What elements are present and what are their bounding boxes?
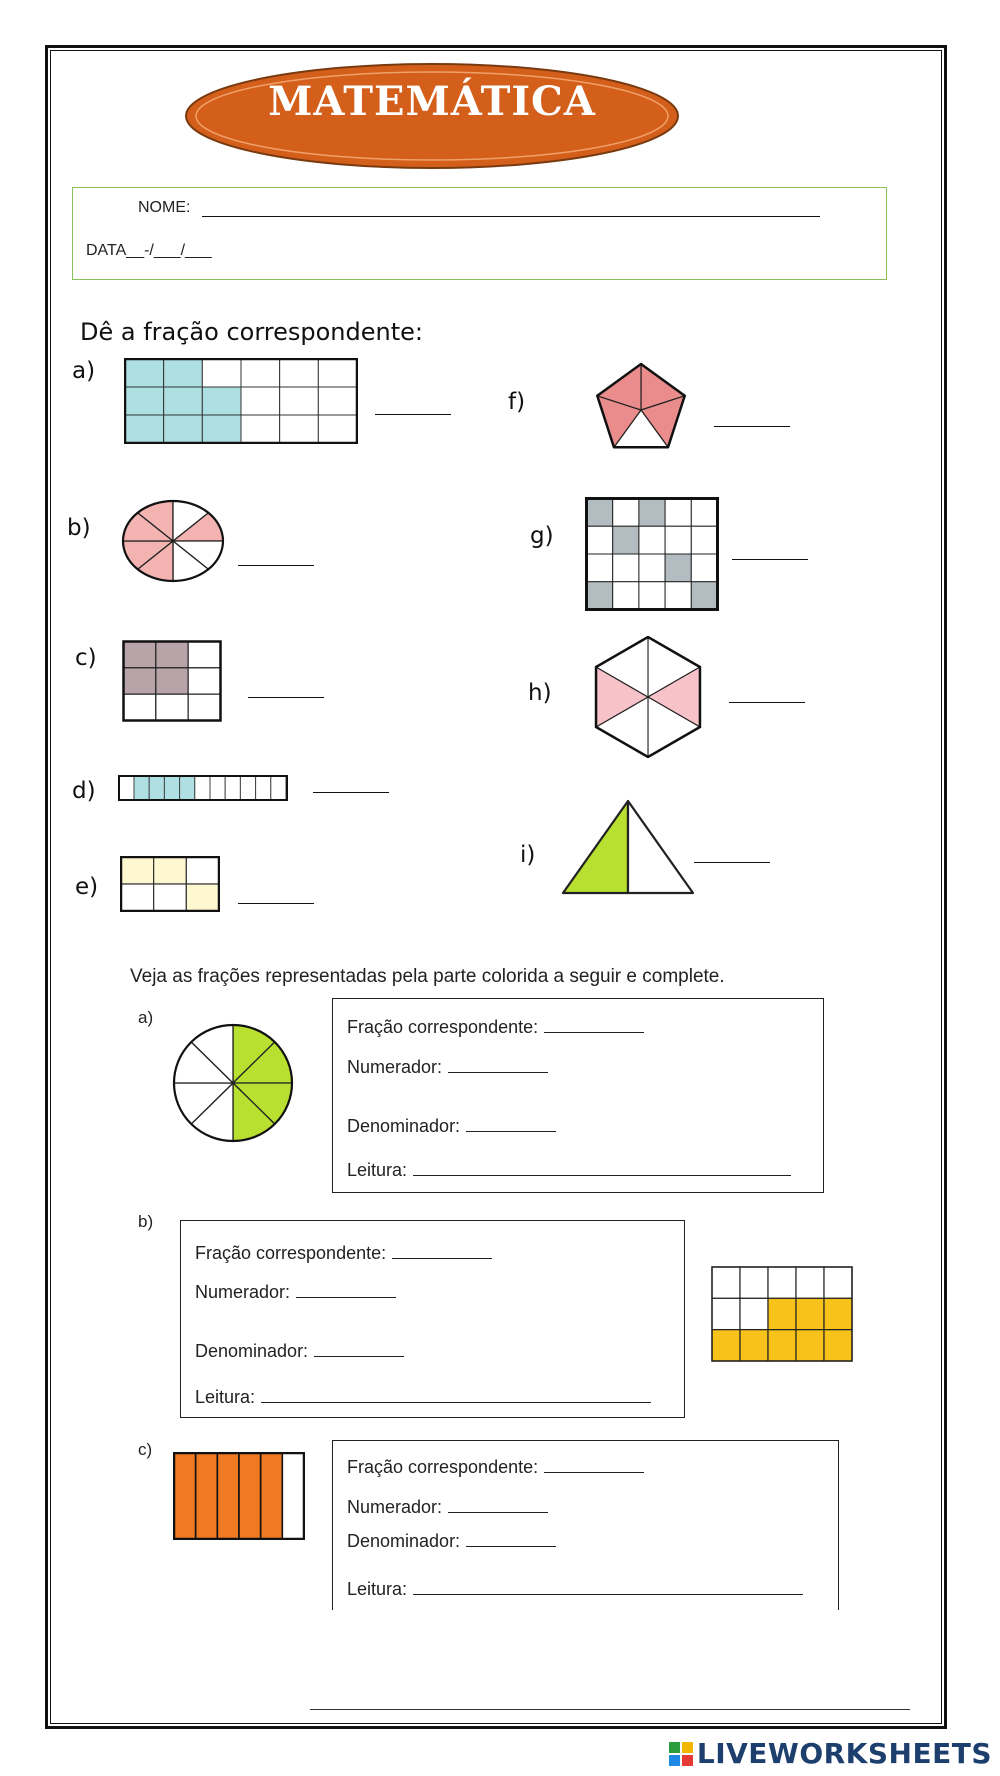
grid-cell bbox=[318, 359, 357, 387]
fraction-label: Fração correspondente: bbox=[347, 1017, 539, 1037]
grid-cell bbox=[639, 554, 665, 582]
grid-cell bbox=[121, 857, 154, 884]
name-label: NOME: bbox=[138, 199, 191, 216]
shape-piece bbox=[628, 801, 693, 893]
grid-cell bbox=[188, 668, 220, 694]
shape-g-grid bbox=[585, 497, 719, 611]
grid-cell bbox=[271, 776, 286, 800]
reading-label: Leitura: bbox=[347, 1160, 408, 1180]
reading-label: Leitura: bbox=[347, 1579, 408, 1599]
answer-blank-b[interactable] bbox=[238, 565, 314, 566]
grid-cell bbox=[124, 642, 156, 668]
item-g-label: g) bbox=[530, 523, 554, 549]
numerator-blank[interactable] bbox=[296, 1296, 396, 1298]
grid-cell bbox=[124, 668, 156, 694]
shape-i-triangle bbox=[560, 798, 696, 896]
denominator-blank[interactable] bbox=[466, 1130, 556, 1132]
numerator-blank[interactable] bbox=[448, 1071, 548, 1073]
item-c-label: c) bbox=[75, 645, 97, 671]
grid-cell bbox=[164, 359, 203, 387]
grid-cell bbox=[124, 694, 156, 720]
liveworksheets-logo[interactable] bbox=[669, 1737, 992, 1770]
grid-cell bbox=[796, 1267, 824, 1298]
answer-blank-i[interactable] bbox=[694, 862, 770, 863]
worksheet-title: MATEMÁTICA bbox=[268, 78, 596, 125]
grid-cell bbox=[824, 1267, 852, 1298]
answer-blank-a[interactable] bbox=[375, 414, 451, 415]
grid-cell bbox=[125, 387, 164, 415]
grid-cell bbox=[196, 1453, 218, 1539]
grid-cell bbox=[712, 1330, 740, 1361]
grid-cell bbox=[665, 582, 691, 610]
grid-cell bbox=[639, 526, 665, 554]
reading-blank[interactable] bbox=[261, 1401, 651, 1403]
grid-cell bbox=[217, 1453, 239, 1539]
grid-cell bbox=[202, 359, 241, 387]
answer-blank-f[interactable] bbox=[714, 426, 790, 427]
reading-blank[interactable] bbox=[413, 1174, 791, 1176]
grid-cell bbox=[318, 415, 357, 443]
grid-cell bbox=[202, 415, 241, 443]
shape-e-grid bbox=[120, 856, 220, 912]
grid-cell bbox=[824, 1298, 852, 1329]
grid-cell bbox=[587, 554, 613, 582]
liveworksheets-logo-icon bbox=[669, 1742, 693, 1766]
signature-line[interactable] bbox=[310, 1709, 910, 1710]
fraction-label: Fração correspondente: bbox=[347, 1457, 539, 1477]
grid-cell bbox=[225, 776, 240, 800]
grid-cell bbox=[125, 359, 164, 387]
item-d-label: d) bbox=[72, 778, 96, 804]
grid-cell bbox=[587, 582, 613, 610]
grid-cell bbox=[280, 359, 319, 387]
numerator-label: Numerador: bbox=[195, 1282, 291, 1302]
answer-blank-h[interactable] bbox=[729, 702, 805, 703]
grid-cell bbox=[164, 415, 203, 443]
item-e-label: e) bbox=[75, 874, 99, 900]
grid-cell bbox=[188, 694, 220, 720]
part2-a-circle bbox=[170, 1022, 296, 1144]
grid-cell bbox=[188, 642, 220, 668]
grid-cell bbox=[796, 1330, 824, 1361]
grid-cell bbox=[210, 776, 225, 800]
grid-cell bbox=[180, 776, 195, 800]
section1-instruction: Dê a fração correspondente: bbox=[80, 318, 423, 346]
grid-cell bbox=[613, 499, 639, 527]
item-h-label: h) bbox=[528, 680, 552, 706]
denominator-label: Denominador: bbox=[347, 1531, 461, 1551]
grid-cell bbox=[712, 1298, 740, 1329]
part2-c-label: c) bbox=[138, 1440, 153, 1459]
grid-cell bbox=[740, 1298, 768, 1329]
part2-c-bar bbox=[173, 1452, 305, 1540]
item-a-label: a) bbox=[72, 358, 96, 384]
section2-instruction: Veja as frações representadas pela parte colorida a seguir e complete. bbox=[130, 966, 725, 987]
grid-cell bbox=[587, 499, 613, 527]
fraction-blank[interactable] bbox=[544, 1031, 644, 1033]
grid-cell bbox=[156, 642, 188, 668]
grid-cell bbox=[712, 1267, 740, 1298]
date-field[interactable]: DATA__-/___/___ bbox=[86, 242, 212, 259]
grid-cell bbox=[261, 1453, 283, 1539]
denominator-blank[interactable] bbox=[314, 1355, 404, 1357]
grid-cell bbox=[240, 776, 255, 800]
fraction-blank[interactable] bbox=[544, 1471, 644, 1473]
grid-cell bbox=[186, 884, 219, 911]
answer-blank-e[interactable] bbox=[238, 903, 314, 904]
grid-cell bbox=[280, 387, 319, 415]
grid-cell bbox=[202, 387, 241, 415]
grid-cell bbox=[691, 554, 717, 582]
grid-cell bbox=[154, 884, 187, 911]
grid-cell bbox=[691, 526, 717, 554]
part2-b-answer-box bbox=[180, 1220, 685, 1418]
grid-cell bbox=[768, 1330, 796, 1361]
numerator-label: Numerador: bbox=[347, 1057, 443, 1077]
grid-cell bbox=[186, 857, 219, 884]
grid-cell bbox=[256, 776, 271, 800]
answer-blank-g[interactable] bbox=[732, 559, 808, 560]
grid-cell bbox=[241, 387, 280, 415]
grid-cell bbox=[241, 359, 280, 387]
grid-cell bbox=[613, 582, 639, 610]
shape-piece bbox=[563, 801, 628, 893]
item-f-label: f) bbox=[508, 389, 526, 415]
grid-cell bbox=[665, 499, 691, 527]
grid-cell bbox=[125, 415, 164, 443]
grid-cell bbox=[149, 776, 164, 800]
brand-text: LIVEWORKSHEETS bbox=[696, 1737, 992, 1770]
grid-cell bbox=[241, 415, 280, 443]
part2-a-label: a) bbox=[138, 1008, 154, 1027]
shape-a-grid bbox=[124, 358, 358, 444]
fraction-blank[interactable] bbox=[392, 1257, 492, 1259]
grid-cell bbox=[768, 1267, 796, 1298]
grid-cell bbox=[121, 884, 154, 911]
grid-cell bbox=[164, 776, 179, 800]
part2-b-label: b) bbox=[138, 1212, 154, 1231]
denominator-label: Denominador: bbox=[347, 1116, 461, 1136]
part2-c-answer-box bbox=[332, 1440, 839, 1610]
part2-a-answer-box bbox=[332, 998, 824, 1193]
shape-h-hexagon bbox=[584, 636, 712, 758]
grid-cell bbox=[824, 1330, 852, 1361]
grid-cell bbox=[318, 387, 357, 415]
grid-cell bbox=[691, 582, 717, 610]
answer-blank-d[interactable] bbox=[313, 792, 389, 793]
fraction-label: Fração correspondente: bbox=[195, 1243, 387, 1263]
grid-cell bbox=[691, 499, 717, 527]
item-i-label: i) bbox=[520, 842, 536, 868]
numerator-blank[interactable] bbox=[448, 1511, 548, 1513]
grid-cell bbox=[665, 554, 691, 582]
grid-cell bbox=[154, 857, 187, 884]
reading-blank[interactable] bbox=[413, 1593, 803, 1595]
part2-b-grid bbox=[711, 1266, 853, 1362]
grid-cell bbox=[174, 1453, 196, 1539]
grid-cell bbox=[665, 526, 691, 554]
denominator-blank[interactable] bbox=[466, 1545, 556, 1547]
grid-cell bbox=[796, 1298, 824, 1329]
reading-label: Leitura: bbox=[195, 1387, 256, 1407]
grid-cell bbox=[134, 776, 149, 800]
grid-cell bbox=[587, 526, 613, 554]
shape-c-grid bbox=[122, 640, 222, 722]
grid-cell bbox=[239, 1453, 261, 1539]
grid-cell bbox=[195, 776, 210, 800]
name-date-box bbox=[72, 187, 887, 280]
numerator-label: Numerador: bbox=[347, 1497, 443, 1517]
grid-cell bbox=[639, 499, 665, 527]
grid-cell bbox=[639, 582, 665, 610]
grid-cell bbox=[282, 1453, 304, 1539]
grid-cell bbox=[768, 1298, 796, 1329]
denominator-label: Denominador: bbox=[195, 1341, 309, 1361]
name-field[interactable] bbox=[202, 216, 820, 217]
shape-d-bar bbox=[118, 774, 288, 802]
answer-blank-c[interactable] bbox=[248, 697, 324, 698]
grid-cell bbox=[613, 554, 639, 582]
grid-cell bbox=[156, 668, 188, 694]
grid-cell bbox=[164, 387, 203, 415]
grid-cell bbox=[740, 1330, 768, 1361]
item-b-label: b) bbox=[67, 515, 91, 541]
shape-f-pentagon bbox=[586, 360, 696, 450]
shape-b-circle bbox=[120, 498, 226, 584]
grid-cell bbox=[280, 415, 319, 443]
grid-cell bbox=[613, 526, 639, 554]
grid-cell bbox=[740, 1267, 768, 1298]
grid-cell bbox=[156, 694, 188, 720]
